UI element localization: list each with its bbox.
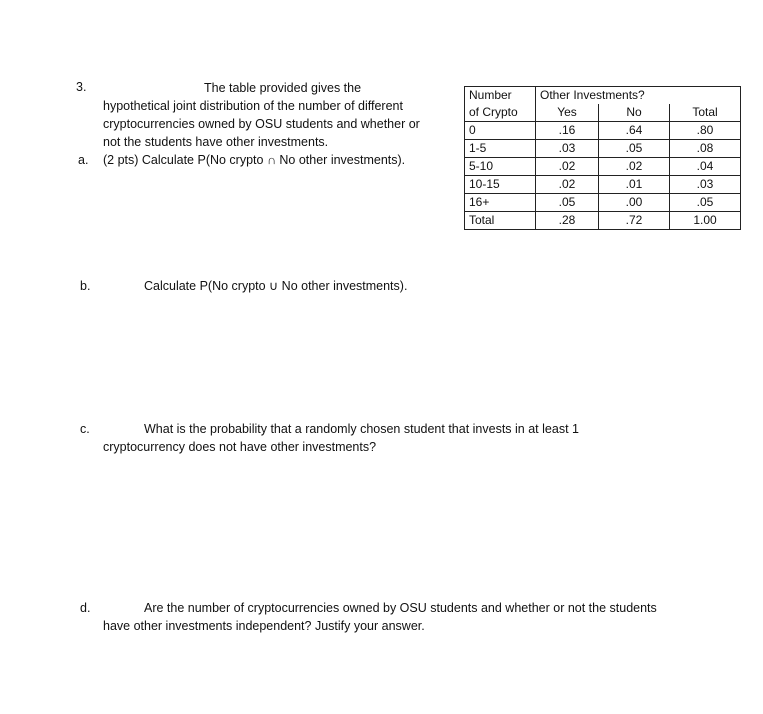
row-label: 0: [465, 122, 536, 140]
cell-total: .04: [670, 158, 741, 176]
row-label: 10-15: [465, 176, 536, 194]
part-c-text-line-1: What is the probability that a randomly chosen student that invests in at least 1: [144, 422, 579, 436]
table-row: [465, 158, 741, 176]
intro-line-1: The table provided gives the: [204, 81, 362, 95]
cell-yes: .28: [536, 212, 599, 230]
problem-number: 3.: [76, 80, 87, 94]
cell-yes: .03: [536, 140, 599, 158]
part-d-label: d.: [80, 601, 91, 615]
cell-no: .72: [599, 212, 670, 230]
cell-total: .03: [670, 176, 741, 194]
row-label: 5-10: [465, 158, 536, 176]
part-d-text-line-2: have other investments independent? Justify your answer.: [103, 619, 425, 633]
cell-yes: .02: [536, 158, 599, 176]
cell-yes: .05: [536, 194, 599, 212]
table-row-total: [465, 212, 741, 230]
row-label: 16+: [465, 194, 536, 212]
table-row: [465, 140, 741, 158]
joint-distribution-table: [464, 86, 741, 230]
table-row: [465, 194, 741, 212]
intro-line-2: hypothetical joint distribution of the number of different: [103, 99, 403, 113]
table-header-row-bottom: [465, 104, 741, 122]
cell-yes: .02: [536, 176, 599, 194]
part-a-label: a.: [78, 153, 89, 167]
part-d-text-line-1: Are the number of cryptocurrencies owned by OSU students and whether or not the students: [144, 601, 657, 615]
part-c-text-line-2: cryptocurrency does not have other investments?: [103, 440, 377, 454]
cell-total: .80: [670, 122, 741, 140]
cell-total: .05: [670, 194, 741, 212]
header-of-crypto: of Crypto: [465, 104, 536, 122]
cell-yes: .16: [536, 122, 599, 140]
table-row: [465, 122, 741, 140]
table-header-row-top: [465, 87, 741, 105]
header-number: Number: [465, 87, 536, 105]
part-c-label: c.: [80, 422, 90, 436]
cell-total: .08: [670, 140, 741, 158]
table-row: [465, 176, 741, 194]
part-a-text: (2 pts) Calculate P(No crypto ∩ No other investments).: [103, 153, 406, 167]
row-label: Total: [465, 212, 536, 230]
cell-no: .05: [599, 140, 670, 158]
header-empty: [670, 87, 741, 105]
cell-total: 1.00: [670, 212, 741, 230]
row-label: 1-5: [465, 140, 536, 158]
part-b-text: Calculate P(No crypto ∪ No other investments).: [144, 279, 408, 293]
header-total: Total: [670, 104, 741, 122]
cell-no: .00: [599, 194, 670, 212]
header-no: No: [599, 104, 670, 122]
part-b-label: b.: [80, 279, 91, 293]
cell-no: .02: [599, 158, 670, 176]
intro-line-3: cryptocurrencies owned by OSU students and whether or: [103, 117, 420, 131]
intro-line-4: not the students have other investments.: [103, 135, 329, 149]
header-yes: Yes: [536, 104, 599, 122]
cell-no: .64: [599, 122, 670, 140]
cell-no: .01: [599, 176, 670, 194]
header-other-investments: Other Investments?: [536, 87, 670, 105]
